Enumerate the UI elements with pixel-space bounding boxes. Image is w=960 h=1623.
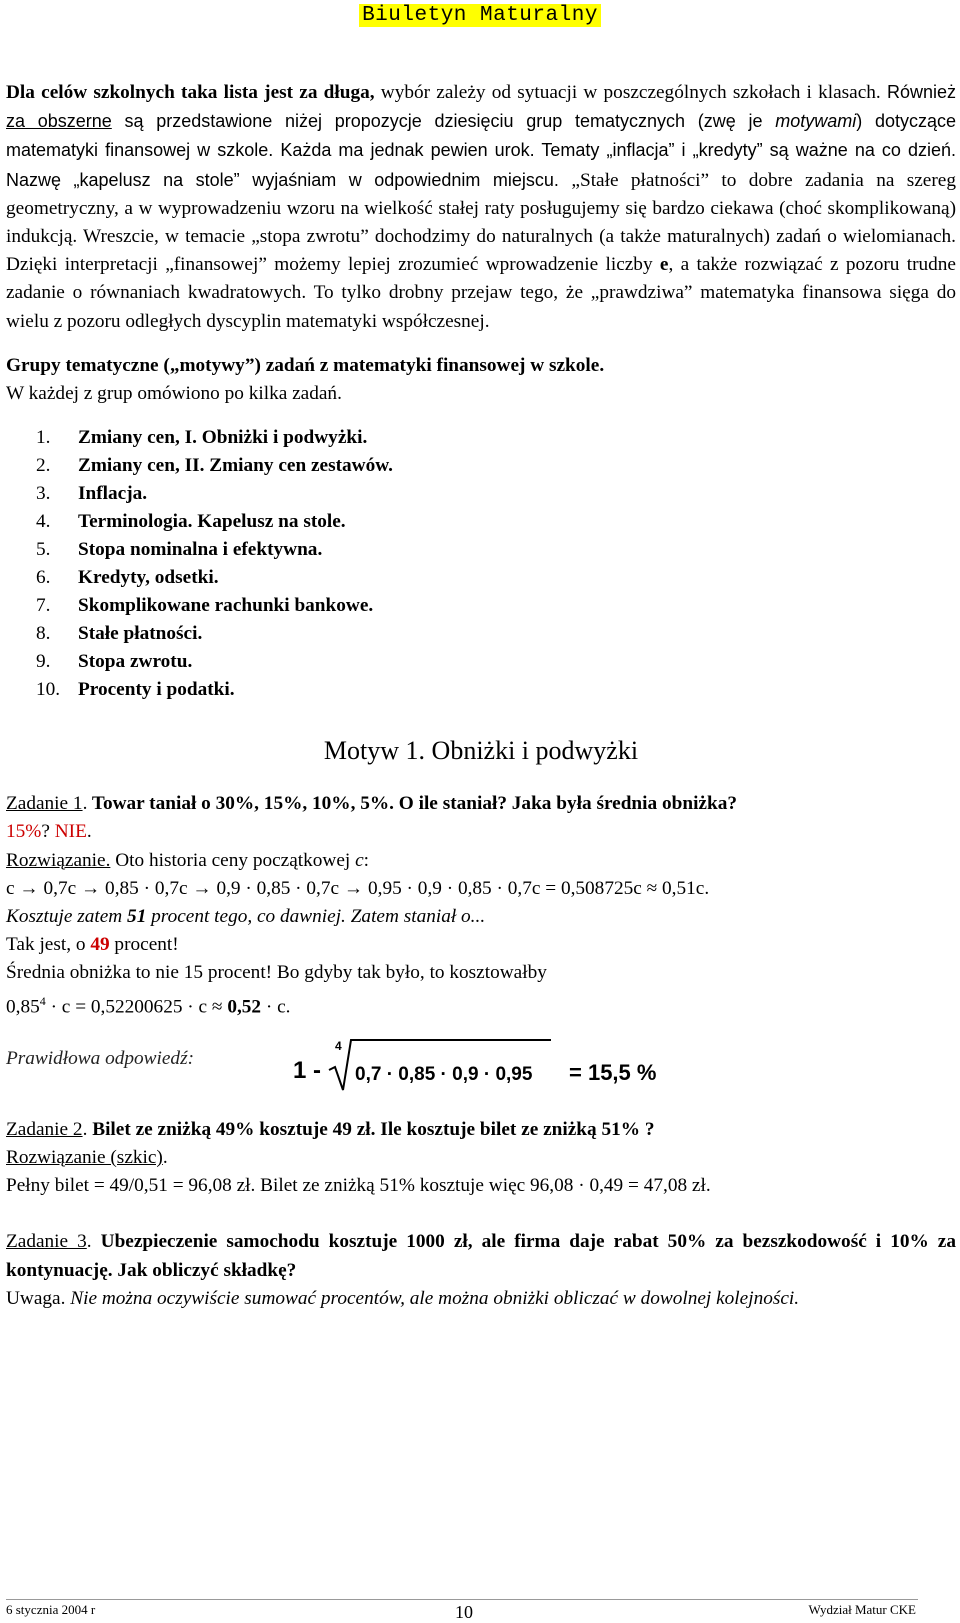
intro-text-1: wybór zależy od sytuacji w poszczególnych szkołach i klasach.	[374, 82, 887, 103]
task1-guess-value: 15%	[6, 821, 42, 843]
formula-root-index: 4	[335, 1038, 342, 1053]
task2-question: Zadanie 2. Bilet ze zniżką 49% kosztuje 49 zł. Ile kosztuje bilet ze zniżką 51% ?	[6, 1118, 655, 1140]
task1-guess: 15%? NIE.	[6, 821, 92, 843]
formula-radicand: 0,7 · 0,85 · 0,9 · 0,95	[355, 1063, 533, 1085]
task2-label: Zadanie 2	[6, 1118, 83, 1140]
intro-text-2c: ) dotyczące matematyki finansowej w szkole. Każda ma jednak pewien urok. Tematy „inflacja” i „kredyty” są ważne na co dzień. Nazwę „kapelusz na stole” wyjaśniam w odpowiednim miejscu.	[6, 111, 956, 190]
task1-avg-formula: $0,85^4 \cdot c = 0,52200625 \cdot c \approx 0,52 \cdot c$.	[6, 994, 291, 1018]
task1-cost-51: 51	[127, 905, 147, 927]
list-item: 10. Procenty i podatki.	[36, 679, 235, 701]
task1-yes-49: 49	[90, 934, 110, 956]
task1-solution: Rozwiązanie. Oto historia ceny początkowej c:	[6, 849, 369, 871]
list-item: 4. Terminologia. Kapelusz na stole.	[36, 511, 346, 533]
list-item: 5. Stopa nominalna i efektywna.	[36, 539, 323, 561]
task1-nie: NIE	[54, 821, 87, 843]
task3-note-label: Uwaga.	[6, 1287, 66, 1309]
page-footer	[0, 1600, 960, 1621]
list-item: 1. Zmiany cen, I. Obniżki i podwyżki.	[36, 427, 368, 449]
intro-bold-e: e	[659, 254, 669, 276]
intro-text-2a: Również	[886, 82, 957, 102]
task2-question-text: Bilet ze zniżką 49% kosztuje 49 zł. Ile kosztuje bilet ze zniżką 51% ?	[87, 1118, 655, 1140]
list-item: 3. Inflacja.	[36, 483, 148, 505]
intro-italic: motywami	[775, 111, 857, 132]
task1-yes: Tak jest, o 49 procent!	[6, 934, 179, 956]
groups-subheading: W każdej z grup omówiono po kilka zadań.	[6, 383, 342, 405]
topics-list	[6, 424, 956, 704]
page-number: 10	[455, 1602, 473, 1622]
section-title: Motyw 1. Obniżki i podwyżki	[323, 736, 639, 766]
task1-solution-label: Rozwiązanie.	[6, 849, 111, 871]
footer-dept: Wydział Matur CKE	[808, 1602, 916, 1617]
task3-note: Uwaga. Nie można oczywiście sumować procentów, ale można obniżki obliczać w dowolnej kolejności.	[6, 1287, 800, 1309]
list-item: 6. Kredyty, odsetki.	[36, 567, 219, 589]
task3-label: Zadanie 3	[6, 1231, 87, 1253]
header-title: Biuletyn Maturalny	[359, 4, 601, 27]
formula-one: 1 -	[293, 1056, 322, 1084]
correct-answer-formula	[289, 1034, 669, 1096]
intro-paragraph	[6, 78, 956, 336]
document-body	[6, 78, 956, 1313]
intro-underlined: za obszerne	[6, 111, 112, 132]
task1-question: Zadanie 1. Towar taniał o 30%, 15%, 10%, 5%. O ile staniał? Jaka była średnia obniżka?	[6, 793, 737, 815]
task2-solution-label: Rozwiązanie (szkic)	[6, 1147, 163, 1169]
list-item: 8. Stałe płatności.	[36, 623, 203, 645]
list-item: 9. Stopa zwrotu.	[36, 651, 193, 673]
correct-answer-label: Prawidłowa odpowiedź:	[6, 1047, 195, 1069]
list-item: 2. Zmiany cen, II. Zmiany cen zestawów.	[36, 455, 393, 477]
task1-chain: c → 0,7c → 0,85 · 0,7c → 0,9 · 0,85 · 0,7c → 0,95 · 0,9 · 0,85 · 0,7c = 0,508725c ≈ 0,51c.	[6, 877, 710, 899]
groups-heading: Grupy tematyczne („motywy”) zadań z matematyki finansowej w szkole.	[6, 354, 605, 376]
intro-text-3b: , a także rozwiązać z pozoru trudne zadanie o równaniach kwadratowych. To tylko drobny przejaw tego, że „prawdziwa” matematyka finansowa sięga do wielu z pozoru odległych dyscyplin matematyki współczesnej.	[6, 254, 956, 332]
task3-question-text: Ubezpieczenie samochodu kosztuje 1000 zł, ale firma daje rabat 50% za bezszkodowość i 10% za kontynuację. Jak obliczyć składkę?	[6, 1231, 956, 1281]
list-item: 7. Skomplikowane rachunki bankowe.	[36, 595, 374, 617]
task3-question: Zadanie 3. Ubezpieczenie samochodu kosztuje 1000 zł, ale firma daje rabat 50% za bezszkodowość i 10% za kontynuację. Jak obliczyć składkę?	[6, 1231, 956, 1281]
task1-avg: Średnia obniżka to nie 15 procent! Bo gdyby tak było, to kosztowałby	[6, 962, 547, 984]
footer-date: 6 stycznia 2004 r	[6, 1602, 96, 1617]
task2-solution: Pełny bilet = 49/0,51 = 96,08 zł. Bilet ze zniżką 51% kosztuje więc 96,08 · 0,49 = 47,08 zł.	[6, 1175, 711, 1197]
correct-answer-row	[6, 1034, 956, 1096]
task1-label: Zadanie 1	[6, 793, 83, 815]
page-header	[0, 4, 960, 27]
task2-solution-label-row: Rozwiązanie (szkic).	[6, 1147, 168, 1169]
task1-question-text: Towar taniał o 30%, 15%, 10%, 5%. O ile staniał? Jaka była średnia obniżka?	[87, 793, 737, 815]
intro-bold: Dla celów szkolnych taka lista jest za długa,	[6, 82, 375, 103]
formula-result: = 15,5 %	[569, 1059, 657, 1085]
intro-text-2b: są przedstawione niżej propozycje dziesięciu grup tematycznych (zwę je	[111, 111, 776, 132]
intro-text-3: „Stałe płatności” to dobre zadania na szereg geometryczny, a w wyprowadzeniu wzoru na wielkość stałej raty posługujemy się bardzo ciekawa (choć skomplikowaną) indukcją. Wreszcie, w temacie „stopa zwrotu” dochodzimy do naturalnych (a także maturalnych) zadań o wielomianach. Dzięki interpretacji „finansowej” możemy lepiej zrozumieć wprowadzenie liczby	[6, 169, 956, 276]
task1-cost: Kosztuje zatem 51 procent tego, co dawniej. Zatem staniał o...	[6, 905, 486, 927]
